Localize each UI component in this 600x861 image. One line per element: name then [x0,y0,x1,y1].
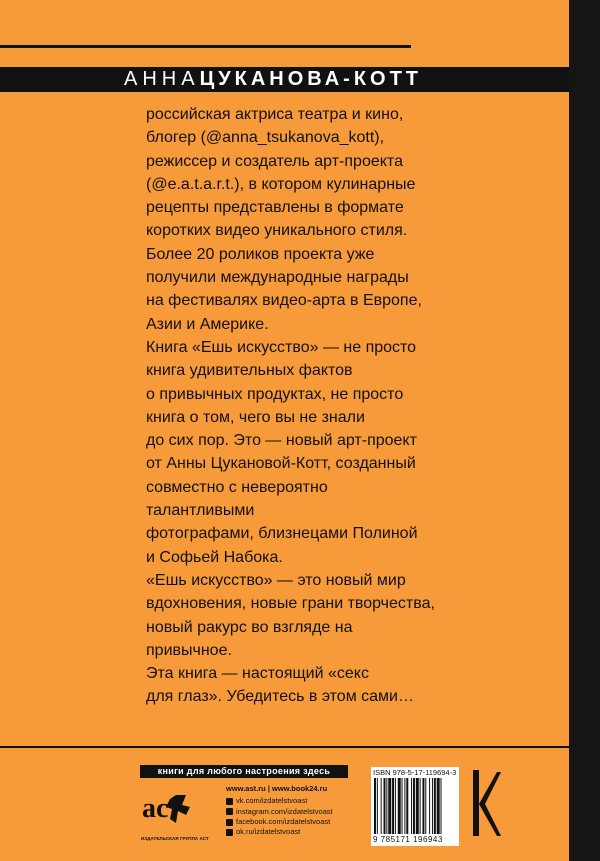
description-paragraph: Книга «Ешь искусство» — не просто книга удивительных фактов о привычных продуктах, не просто книга о том, чего вы не знали до сих пор. Это — новый арт-проект от Анны Цукановой-Котт, созданный совместно с невероятно талантливыми фотографами, близнецами Полиной и Софьей Набока. [146,338,418,566]
isbn-label: ISBN 978-5-17-119694-3 [373,768,457,777]
social-link-text: facebook.com/izdatelstvoast [236,816,331,826]
description-paragraph: российская актриса театра и кино, блогер (@anna_tsukanova_kott), режиссер и создатель арт-проекта (@e.a.t.a.r.t.), в котором кулинарные рецепты представлены в формате коротких видео уникального стиля. [146,106,416,240]
logo-caption: ИЗДАТЕЛЬСКАЯ ГРУППА АСТ [141,836,209,841]
social-link-text: instagram.com/izdatelstvoast [236,806,333,816]
ast-logo-icon [140,785,209,847]
social-link-text: ok.ru/izdatelstvoast [236,827,301,837]
author-first-name: АННА [124,68,200,90]
description-paragraph: «Ешь искусство» — это новый мир вдохновения, новые грани творчества, новый ракурс во взгляде на привычное. Эта книга — настоящий «секс для глаз». Убедитесь в этом сами… [146,571,435,706]
top-rule [0,45,411,48]
vk-icon [226,798,233,805]
publisher-links [226,784,333,837]
social-link-ok[interactable] [226,827,333,837]
svg-text:ac: ac [142,793,169,824]
odnoklassniki-icon [226,829,233,836]
social-link-facebook[interactable] [226,817,333,827]
barcode-icon [374,778,456,834]
websites[interactable]: www.ast.ru | www.book24.ru [226,784,328,793]
book-spine [569,0,600,861]
author-bar [0,67,569,92]
barcode-digits: 9 785171 196943 [373,835,443,844]
social-link-vk[interactable] [226,796,333,806]
isbn-barcode-box [371,767,459,846]
book-description [146,103,436,709]
k-logo-icon [471,770,501,836]
instagram-icon [226,808,233,815]
facebook-icon [226,819,233,826]
social-link-instagram[interactable] [226,807,333,817]
bottom-rule [0,746,569,748]
tagline: книги для любого настроения здесь [140,765,348,778]
author-last-name: ЦУКАНОВА-КОТТ [199,68,423,90]
description-paragraph: Более 20 роликов проекта уже получили международные награды на фестивалях видео-арта в Европе, Азии и Америке. [146,245,422,333]
social-link-text: vk.com/izdatelstvoast [236,796,308,806]
